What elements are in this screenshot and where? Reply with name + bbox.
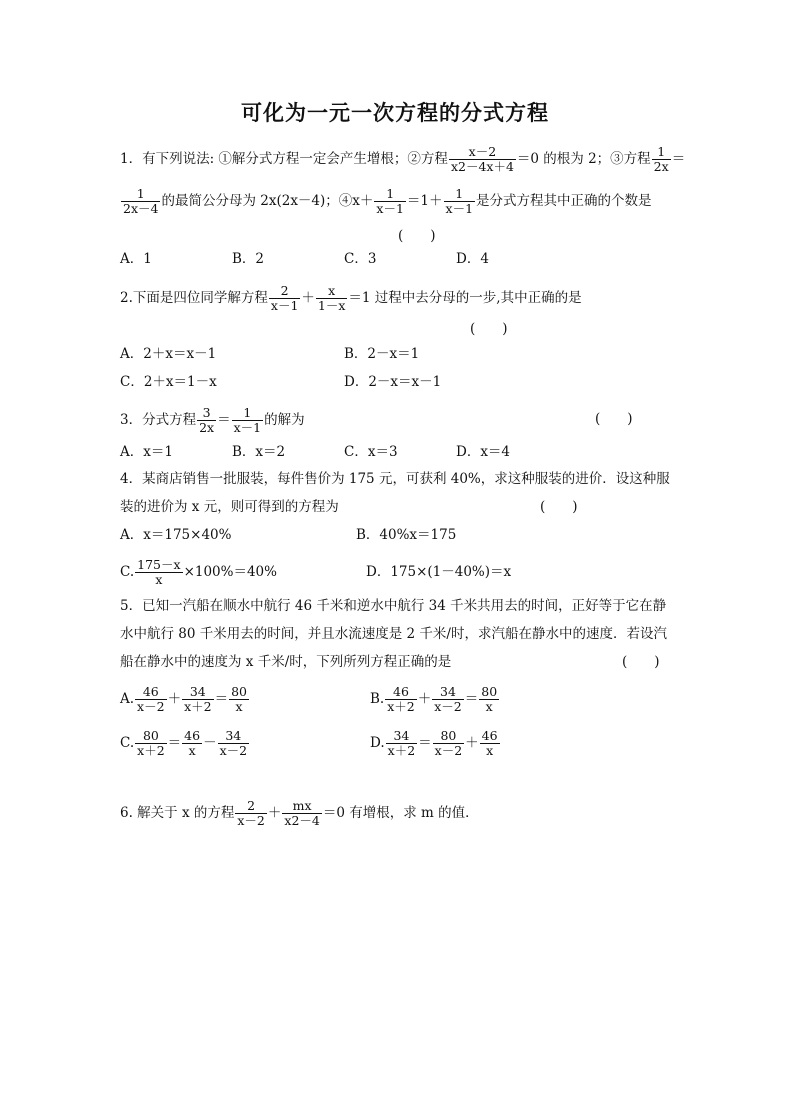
q2-option-a: A．2＋x＝x－1 [120, 346, 217, 362]
fraction: $\frac{x-2}{x2-4x+4}$ [450, 144, 514, 174]
q2-line-1: 2.下面是四位同学解方程 $\frac{2}{x-1}$ ＋ $\frac{x}{1-x}$ ＝1 过程中去分母的一步,其中正确的是 [120, 283, 582, 313]
fraction: $\frac{175-x}{x}$ [137, 557, 181, 587]
q5-option-b: B. $\frac{46}{x+2}$ ＋ $\frac{34}{x-2}$ ＝ $\frac{80}{x}$ [370, 684, 498, 714]
q3-option-a: A．x＝1 [120, 444, 173, 460]
fraction: $\frac{34}{x+2}$ [387, 728, 416, 758]
page-title: 可化为一元一次方程的分式方程 [241, 100, 549, 125]
fraction: $\frac{80}{x+2}$ [137, 728, 165, 758]
fraction: $\frac{1}{x-1}$ [233, 405, 262, 435]
q6-line-1: 6. 解关于 x 的方程 $\frac{2}{x-2}$ ＋ $\frac{mx}{x2-4}$ ＝0 有增根，求 m 的值． [120, 798, 479, 828]
q5-option-d: D. $\frac{34}{x+2}$ ＝ $\frac{80}{x-2}$ ＋ $\frac{46}{x}$ [370, 728, 498, 758]
q1-option-c: C．3 [344, 251, 377, 267]
fraction: $\frac{34}{x+2}$ [184, 684, 212, 714]
q1-line-1: 1．有下列说法: ①解分式方程一定会产生增根；②方程 $\frac{x-2}{x2-4x+4}$ ＝0 的根为 2；③方程 $\frac{1}{2x}$ ＝ [120, 144, 686, 174]
fraction: $\frac{46}{x+2}$ [387, 684, 415, 714]
q3-option-d: D．x＝4 [456, 444, 511, 460]
q3-option-b: B．x＝2 [232, 444, 286, 460]
fraction: $\frac{34}{x-2}$ [219, 728, 248, 758]
fraction: $\frac{80}{x-2}$ [434, 728, 463, 758]
q1-line-2: $\frac{1}{2x-4}$ 的最简公分母为 2x(2x－4)；④x＋ $\frac{1}{x-1}$ ＝1＋ $\frac{1}{x-1}$ 是分式方程其中正确的个数是 [123, 186, 652, 216]
q4-option-b: B．40%x＝175 [356, 527, 457, 543]
q4-line-2: 装的进价为 x 元，则可得到的方程为 [120, 499, 339, 515]
q4-line-1: 4．某商店销售一批服装，每件售价为 175 元，可获利 40%，求这种服装的进价．设这种服 [120, 471, 670, 487]
q5-option-c: C. $\frac{80}{x+2}$ ＝ $\frac{46}{x}$ － $\frac{34}{x-2}$ [120, 728, 248, 758]
fraction: $\frac{2}{x-2}$ [237, 798, 265, 828]
q3-answer-paren: ( ) [595, 411, 633, 427]
fraction: $\frac{3}{2x}$ [199, 405, 215, 435]
fraction: $\frac{1}{x-1}$ [445, 186, 474, 216]
q4-option-d: D．175×(1－40%)＝x [366, 564, 512, 580]
fraction: $\frac{34}{x-2}$ [434, 684, 462, 714]
q1-answer-paren: ( ) [398, 228, 436, 244]
q1-option-b: B．2 [232, 251, 265, 267]
q5-line-1: 5．已知一汽船在顺水中航行 46 千米和逆水中航行 34 千米共用去的时间，正好等于它在静 [120, 598, 667, 614]
q1-option-a: A．1 [120, 251, 152, 267]
fraction: $\frac{1}{x-1}$ [376, 186, 404, 216]
q5-option-a: A. $\frac{46}{x-2}$ ＋ $\frac{34}{x+2}$ ＝ $\frac{80}{x}$ [120, 684, 247, 714]
fraction: $\frac{2}{x-1}$ [270, 283, 299, 313]
q3-option-c: C．x＝3 [344, 444, 398, 460]
fraction: $\frac{1}{2x-4}$ [123, 186, 159, 216]
q5-answer-paren: ( ) [622, 654, 660, 670]
q2-option-b: B．2－x＝1 [344, 346, 420, 362]
q4-option-a: A．x＝175×40% [120, 527, 232, 543]
q4-option-c: C. $\frac{175-x}{x}$ ×100%＝40% [120, 557, 277, 587]
fraction: $\frac{46}{x}$ [184, 728, 201, 758]
q3-line-1: 3．分式方程 $\frac{3}{2x}$ ＝ $\frac{1}{x-1}$ 的解为 [120, 405, 305, 435]
q4-answer-paren: ( ) [540, 499, 578, 515]
fraction: $\frac{1}{2x}$ [653, 144, 669, 174]
q5-line-2: 水中航行 80 千米用去的时间，并且水流速度是 2 千米/时，求汽船在静水中的速度．若设汽 [120, 626, 667, 642]
fraction: $\frac{x}{1-x}$ [317, 283, 346, 313]
fraction: $\frac{80}{x}$ [481, 684, 498, 714]
fraction: $\frac{46}{x}$ [481, 728, 498, 758]
fraction: $\frac{80}{x}$ [231, 684, 247, 714]
q1-option-d: D．4 [456, 251, 489, 267]
q2-answer-paren: ( ) [470, 321, 508, 337]
q5-line-3: 船在静水中的速度为 x 千米/时，下列所列方程正确的是 [120, 654, 452, 670]
q2-option-d: D．2－x＝x－1 [344, 374, 442, 390]
fraction: $\frac{mx}{x2-4}$ [284, 798, 320, 828]
q2-option-c: C．2＋x＝1－x [120, 374, 217, 390]
fraction: $\frac{46}{x-2}$ [137, 684, 165, 714]
